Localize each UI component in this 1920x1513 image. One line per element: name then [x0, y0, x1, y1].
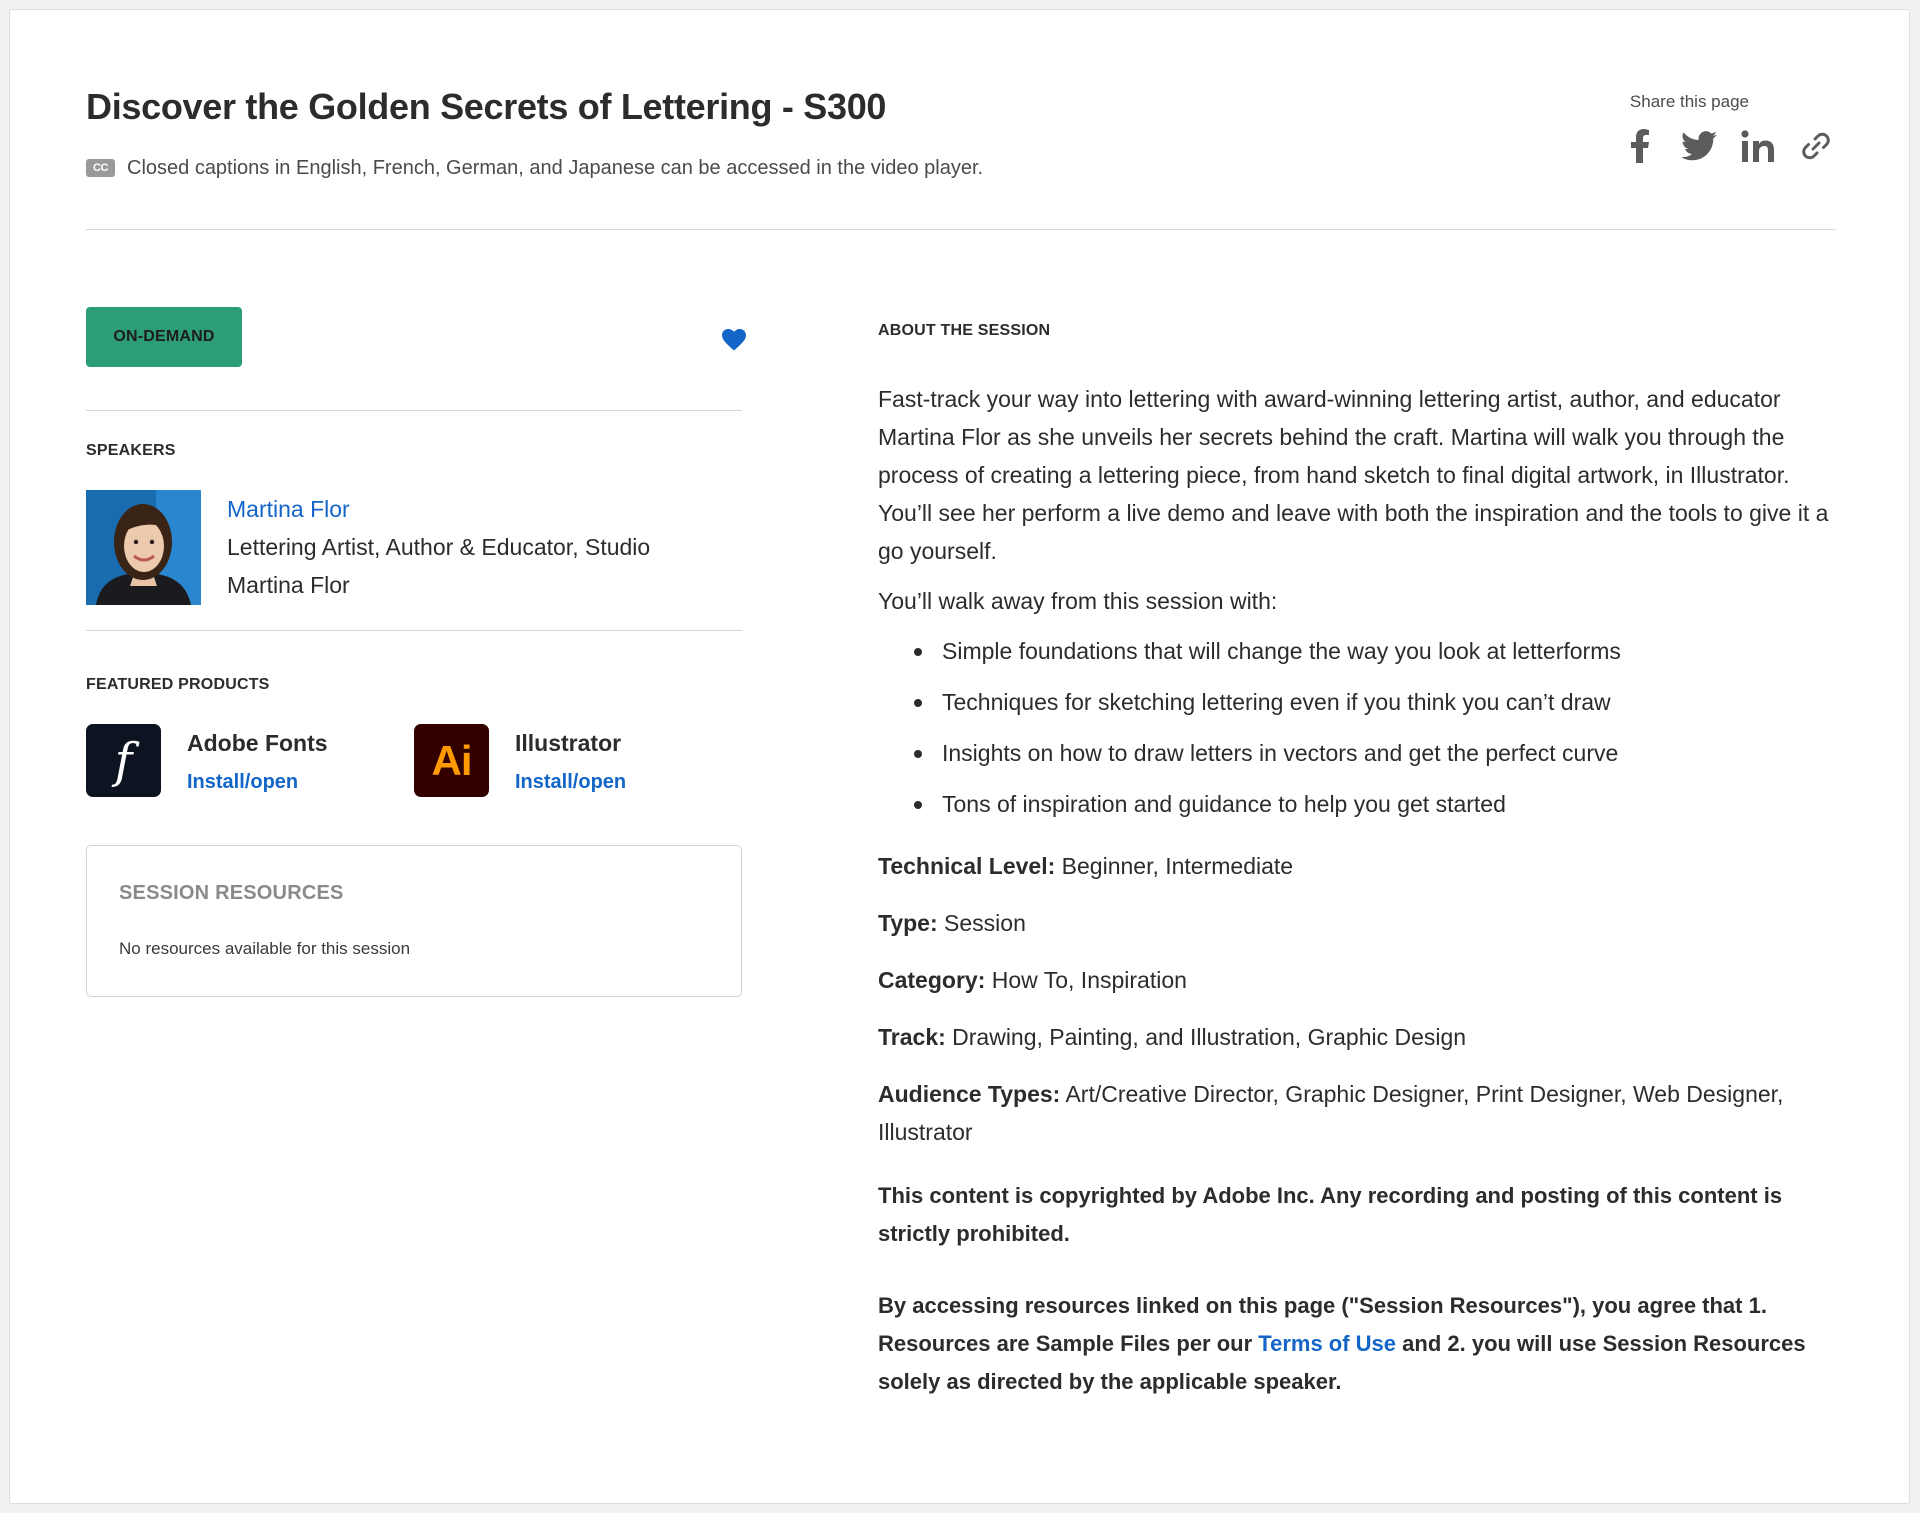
speaker-card [86, 490, 742, 605]
share-icons [1623, 128, 1833, 164]
page-title: Discover the Golden Secrets of Lettering - S300 [86, 86, 887, 127]
meta-value: How To, Inspiration [985, 967, 1187, 993]
about-session [878, 322, 1838, 1401]
track-row [878, 1018, 1838, 1056]
install-open-link[interactable]: Install/open [187, 771, 299, 793]
facebook-icon[interactable] [1623, 128, 1657, 164]
captions-text: Closed captions in English, French, German, and Japanese can be accessed in the video player. [127, 156, 984, 179]
featured-products-heading: FEATURED PRODUCTS [86, 676, 270, 693]
meta-label: Category: [878, 967, 986, 993]
speaker-avatar[interactable] [86, 490, 201, 605]
terms-notice [878, 1287, 1838, 1401]
session-sidebar [86, 307, 742, 997]
speakers-heading: SPEAKERS [86, 442, 176, 459]
featured-products [86, 724, 742, 797]
meta-label: Audience Types: [878, 1081, 1061, 1107]
install-open-link[interactable]: Install/open [515, 771, 627, 793]
linkedin-icon[interactable] [1741, 128, 1775, 164]
list-item: Insights on how to draw letters in vectors and get the perfect curve [878, 734, 1838, 772]
share-label: Share this page [1629, 92, 1749, 111]
category-row [878, 961, 1838, 999]
takeaways-list [878, 632, 1838, 823]
illustrator-icon[interactable]: Ai [414, 724, 489, 797]
speaker-role: Lettering Artist, Author & Educator, Studio Martina Flor [227, 534, 651, 598]
meta-label: Track: [878, 1024, 946, 1050]
header-divider [86, 229, 1836, 230]
walk-away-intro: You’ll walk away from this session with: [878, 588, 1278, 614]
terms-of-use-link[interactable]: Terms of Use [1258, 1331, 1397, 1356]
closed-captions-icon: CC [86, 159, 115, 177]
meta-value: Art/Creative Director, Graphic Designer, Print Designer, Web Designer, Illustrator [878, 1081, 1784, 1145]
meta-label: Type: [878, 910, 938, 936]
meta-value: Beginner, Intermediate [1055, 853, 1294, 879]
copyright-notice: This content is copyrighted by Adobe Inc. Any recording and posting of this content is strictly prohibited. [878, 1183, 1783, 1246]
adobe-fonts-icon[interactable]: f [86, 724, 161, 797]
product-adobe-fonts [86, 724, 414, 797]
session-meta [878, 847, 1838, 1151]
product-name: Illustrator [515, 730, 622, 756]
list-item: Techniques for sketching lettering even if you think you can’t draw [878, 683, 1838, 721]
list-item: Tons of inspiration and guidance to help you get started [878, 785, 1838, 823]
meta-value: Session [937, 910, 1026, 936]
meta-label: Technical Level: [878, 853, 1056, 879]
technical-level-row [878, 847, 1838, 885]
session-resources-empty: No resources available for this session [119, 939, 411, 958]
link-icon[interactable] [1799, 128, 1833, 164]
status-badge: ON-DEMAND [86, 307, 242, 367]
type-row [878, 904, 1838, 942]
terms-text-after: and 2. you will use Session Resources solely as directed by the applicable speaker. [878, 1331, 1806, 1394]
divider [86, 630, 742, 631]
audience-row [878, 1075, 1838, 1151]
speaker-info [227, 490, 677, 605]
product-illustrator [414, 724, 742, 797]
share-panel [1623, 92, 1833, 164]
speaker-name-link[interactable]: Martina Flor [227, 496, 350, 522]
session-resources-panel [86, 845, 742, 997]
terms-text-before: By accessing resources linked on this page ("Session Resources"), you agree that 1. Resources are Sample Files per our [878, 1293, 1767, 1356]
divider [86, 410, 742, 411]
favorite-heart-icon[interactable] [722, 329, 746, 351]
session-resources-heading: SESSION RESOURCES [119, 882, 344, 904]
session-description: Fast-track your way into lettering with award-winning lettering artist, author, and educator Martina Flor as she unveils her secrets behind the craft. Martina will walk you through the process of creating a lettering piece, from hand sketch to final digital artwork, in Illustrator. You’ll see her perform a live demo and leave with both the inspiration and the tools to give it a go yourself. [878, 386, 1829, 564]
meta-value: Drawing, Painting, and Illustration, Graphic Design [945, 1024, 1467, 1050]
list-item: Simple foundations that will change the way you look at letterforms [878, 632, 1838, 670]
product-name: Adobe Fonts [187, 730, 328, 756]
session-card [9, 9, 1910, 1504]
captions-note [86, 155, 983, 181]
about-heading: ABOUT THE SESSION [878, 322, 1051, 339]
twitter-icon[interactable] [1681, 128, 1717, 164]
